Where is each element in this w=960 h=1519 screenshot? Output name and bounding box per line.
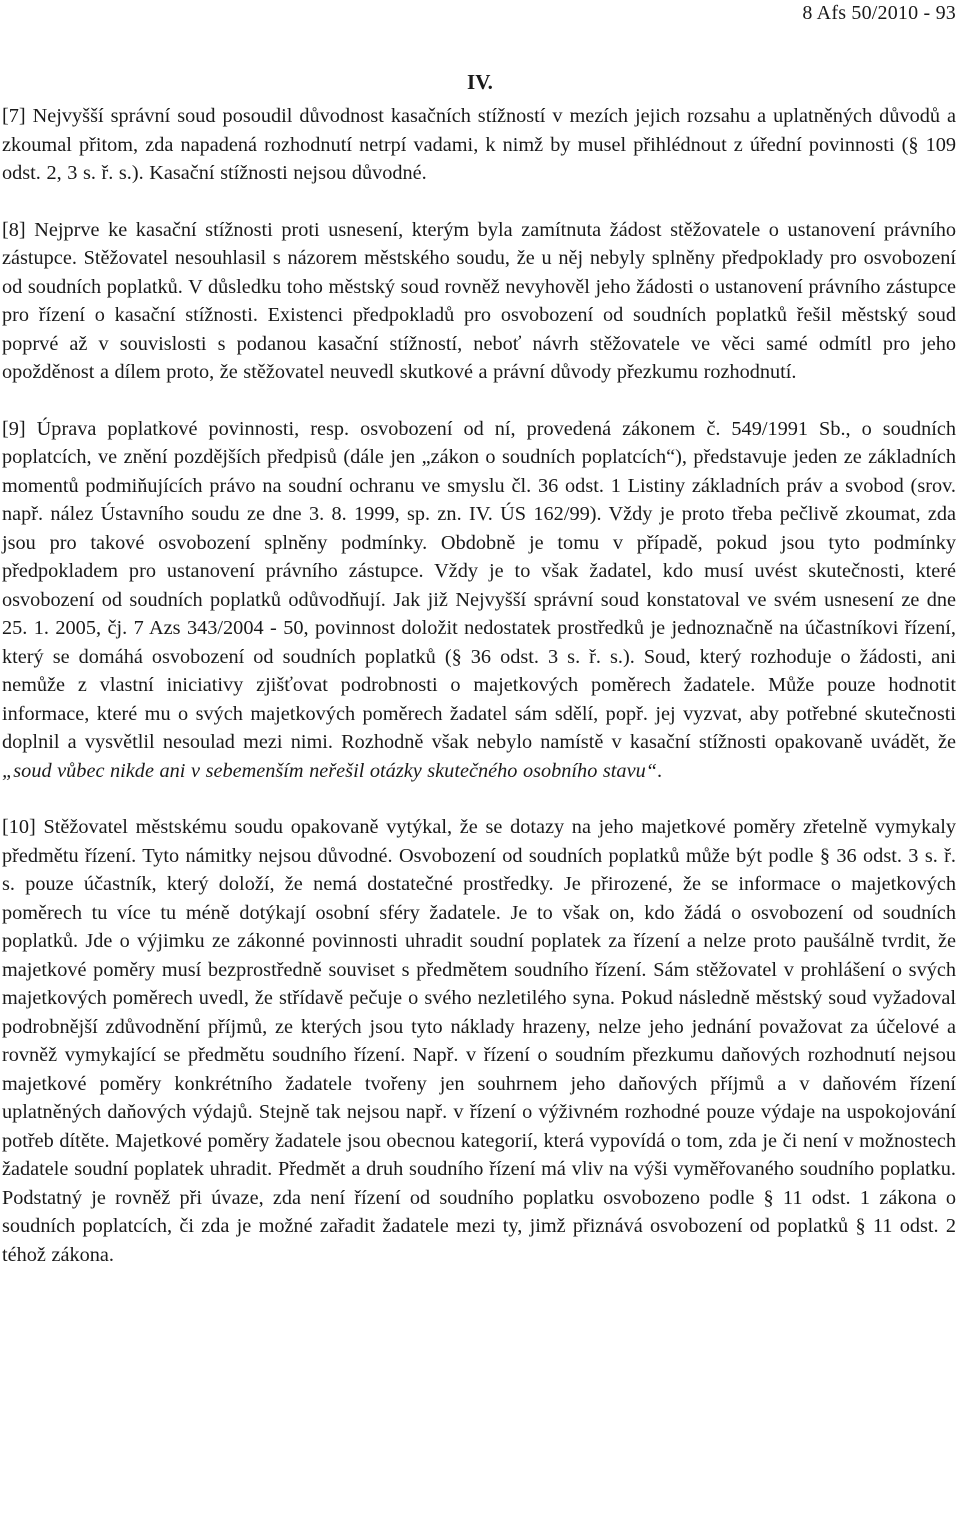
paragraph-7 (2, 102, 956, 188)
paragraph-text: [7] Nejvyšší správní soud posoudil důvodnost kasačních stížností v mezích jejich rozsahu a uplatněných důvodů a zkoumal přitom, zda napadená rozhodnutí netrpí vadami, k nimž by musel přihlédnout z úřední povinnosti (§ 109 odst. 2, 3 s. ř. s.). Kasační stížnosti nejsou důvodné. (2, 105, 956, 184)
case-reference: 8 Afs 50/2010 - 93 (802, 2, 956, 24)
section-heading: IV. (467, 70, 493, 94)
document-body (2, 102, 956, 1297)
paragraph-tail: . (657, 759, 663, 782)
paragraph-8 (2, 216, 956, 387)
paragraph-text: [8] Nejprve ke kasační stížnosti proti usnesení, kterým byla zamítnuta žádost stěžovatele o ustanovení právního zástupce. Stěžovatel nesouhlasil s názorem městského soudu, že u něj nebyly splněny předpoklady pro osvobození od soudních poplatků. V důsledku toho městský soud rovněž nevyhověl jeho žádosti o ustanovení právního zástupce pro řízení o kasační stížnosti. Existenci předpokladů pro osvobození od soudních poplatků řešil městský soud poprvé až v souvislosti s podanou kasační stížností, neboť návrh stěžovatele ve věci samé odmítl pro jeho opožděnost a dílem proto, že stěžovatel neuvedl skutkové a právní důvody přezkumu rozhodnutí. (2, 218, 956, 383)
italic-quote: „soud vůbec nikde ani v sebemenším neřešil otázky skutečného osobního stavu“ (2, 759, 657, 782)
paragraph-text: [9] Úprava poplatkové povinnosti, resp. osvobození od ní, provedená zákonem č. 549/1991 Sb., o soudních poplatcích, ve znění pozdějších předpisů (dále jen „zákon o soudních poplatcích“), představuje jeden ze základních momentů podmiňujících právo na soudní ochranu ve smyslu čl. 36 odst. 1 Listiny základních práv a svobod (srov. např. nález Ústavního soudu ze dne 3. 8. 1999, sp. zn. IV. ÚS 162/99). Vždy je proto třeba pečlivě zkoumat, zda jsou pro takové osvobození splněny podmínky. Obdobně je tomu v případě, pokud jsou tyto podmínky předpokladem pro ustanovení právního zástupce. Vždy je to však žadatel, kdo musí uvést skutečnosti, které osvobození od soudních poplatků odůvodňují. Jak již Nejvyšší správní soud konstatoval ve svém usnesení ze dne 25. 1. 2005, čj. 7 Azs 343/2004 - 50, povinnost doložit nedostatek prostředků je jednoznačně na účastníkovi řízení, který se domáhá osvobození od soudních poplatků (§ 36 odst. 3 s. ř. s.). Soud, který rozhoduje o žádosti, ani nemůže z vlastní iniciativy zjišťovat podrobnosti o majetkových poměrech žadatele. Může pouze hodnotit informace, které mu o svých majetkových poměrech žadatel sám sdělí, popř. jej vyzvat, aby potřebné skutečnosti doplnil a vysvětlil nesoulad mezi nimi. Rozhodně však nebylo namístě v kasační stížnosti opakovaně uvádět, že (2, 417, 956, 753)
paragraph-text: [10] Stěžovatel městskému soudu opakovaně vytýkal, že se dotazy na jeho majetkové poměry zřetelně vymykaly předmětu řízení. Tyto námitky nejsou důvodné. Osvobození od soudních poplatků může být podle § 36 odst. 3 s. ř. s. pouze účastník, který doloží, že nemá dostatečné prostředky. Je přirozené, že se informace o majetkových poměrech tu více tu méně dotýkají osobní sféry žadatele. Je to však on, kdo žádá o osvobození od soudních poplatků. Jde o výjimku ze zákonné povinnosti uhradit soudní poplatek za řízení a nelze proto paušálně tvrdit, že majetkové poměry musí bezprostředně souviset s předmětem soudního řízení. Sám stěžovatel v prohlášení o svých majetkových poměrech uvedl, že střídavě pečuje o svého nezletilého syna. Pokud následně městský soud vyžadoval podrobnější zdůvodnění příjmů, ze kterých jsou tyto náklady hrazeny, nelze jeho jednání považovat za účelové a rovněž vymykající se předmětu soudního řízení. Např. v řízení o soudním přezkumu daňových rozhodnutí nejsou majetkové poměry konkrétního žadatele tvořeny jen souhrnem jeho daňových příjmů a v daňovém řízení uplatněných daňových výdajů. Stejně tak nejsou např. v řízení o výživném rozhodné pouze výdaje na uspokojování potřeb dítěte. Majetkové poměry žadatele jsou obecnou kategorií, která vypovídá o tom, zda je či není v možnostech žadatele soudní poplatek uhradit. Předmět a druh soudního řízení má vliv na výši vyměřovaného soudního poplatku. Podstatný je rovněž při úvaze, zda není řízení od soudního poplatku osvobozeno podle § 11 odst. 1 zákona o soudních poplatcích, či zda je možné zařadit žadatele mezi ty, jimž přiznává osvobození od poplatků § 11 odst. 2 téhož zákona. (2, 816, 956, 1266)
paragraph-9 (2, 415, 956, 786)
paragraph-10 (2, 813, 956, 1269)
